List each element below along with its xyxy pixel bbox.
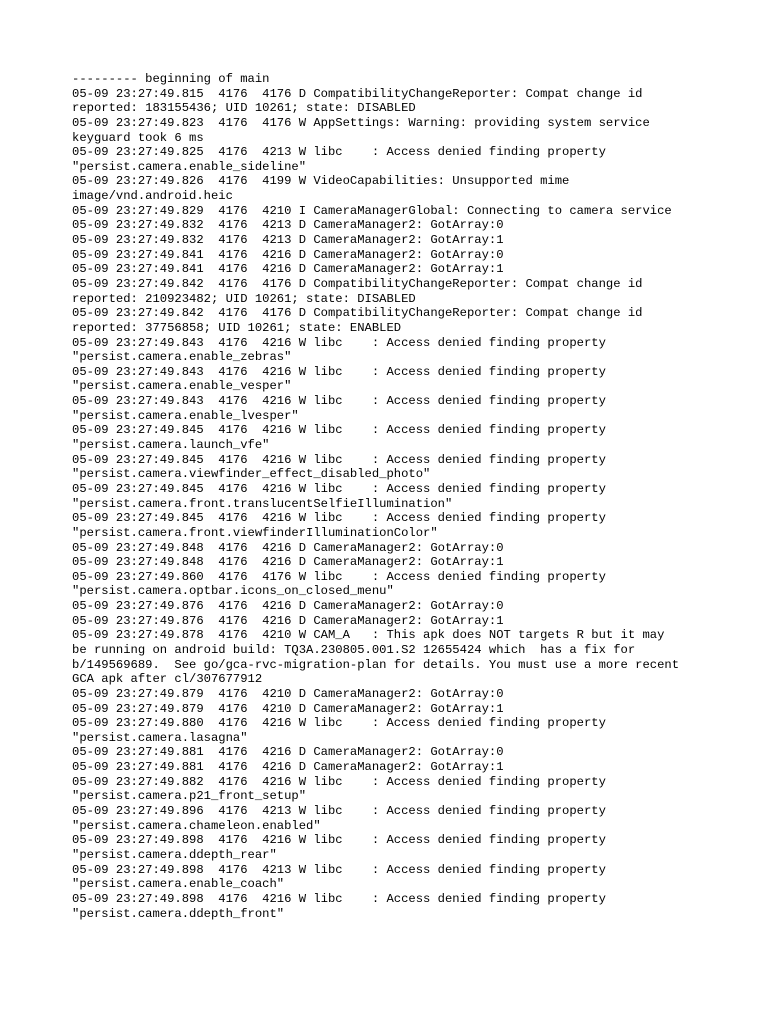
log-line: "persist.camera.enable_zebras" — [72, 350, 292, 365]
log-line: 05-09 23:27:49.843 4176 4216 W libc : Access denied finding property — [72, 335, 606, 350]
log-line: 05-09 23:27:49.898 4176 4216 W libc : Access denied finding property — [72, 833, 606, 848]
log-line: "persist.camera.lasagna" — [72, 730, 248, 745]
log-line: 05-09 23:27:49.815 4176 4176 D CompatibilityChangeReporter: Compat change id — [72, 86, 643, 101]
log-header-line: --------- beginning of main — [72, 72, 270, 86]
log-line: "persist.camera.optbar.icons_on_closed_menu" — [72, 584, 394, 599]
log-line: GCA apk after cl/307677912 — [72, 672, 263, 687]
log-line: 05-09 23:27:49.842 4176 4176 D CompatibilityChangeReporter: Compat change id — [72, 276, 643, 291]
log-line: 05-09 23:27:49.879 4176 4210 D CameraManager2: GotArray:0 — [72, 686, 504, 701]
log-line: 05-09 23:27:49.898 4176 4216 W libc : Access denied finding property — [72, 891, 606, 906]
log-line: "persist.camera.enable_vesper" — [72, 379, 292, 394]
log-line: reported: 37756858; UID 10261; state: ENABLED — [72, 320, 402, 335]
log-line: "persist.camera.p21_front_setup" — [72, 789, 307, 804]
log-line: 05-09 23:27:49.841 4176 4216 D CameraManager2: GotArray:0 — [72, 247, 504, 262]
log-line: image/vnd.android.heic — [72, 189, 233, 204]
log-line: "persist.camera.viewfinder_effect_disabled_photo" — [72, 467, 431, 482]
log-line: 05-09 23:27:49.879 4176 4210 D CameraManager2: GotArray:1 — [72, 701, 504, 716]
log-line: "persist.camera.launch_vfe" — [72, 438, 270, 453]
log-line: "persist.camera.enable_sideline" — [72, 159, 307, 174]
log-text-body — [72, 72, 712, 921]
log-line: 05-09 23:27:49.825 4176 4213 W libc : Access denied finding property — [72, 145, 606, 160]
log-line: 05-09 23:27:49.845 4176 4216 W libc : Access denied finding property — [72, 481, 606, 496]
log-line: 05-09 23:27:49.832 4176 4213 D CameraManager2: GotArray:1 — [72, 233, 504, 248]
log-line: "persist.camera.front.viewfinderIlluminationColor" — [72, 525, 438, 540]
log-page — [72, 72, 712, 921]
log-line: 05-09 23:27:49.860 4176 4176 W libc : Access denied finding property — [72, 569, 606, 584]
log-line: b/149569689. See go/gca-rvc-migration-plan for details. You must use a more recent — [72, 657, 680, 672]
log-line: 05-09 23:27:49.878 4176 4210 W CAM_A : This apk does NOT targets R but it may — [72, 628, 665, 643]
log-line: 05-09 23:27:49.848 4176 4216 D CameraManager2: GotArray:1 — [72, 555, 504, 570]
log-line: 05-09 23:27:49.898 4176 4213 W libc : Access denied finding property — [72, 862, 606, 877]
log-line: keyguard took 6 ms — [72, 130, 204, 145]
log-line: 05-09 23:27:49.876 4176 4216 D CameraManager2: GotArray:1 — [72, 613, 504, 628]
log-line: "persist.camera.front.translucentSelfieIllumination" — [72, 496, 453, 511]
log-line: 05-09 23:27:49.845 4176 4216 W libc : Access denied finding property — [72, 452, 606, 467]
log-line: 05-09 23:27:49.843 4176 4216 W libc : Access denied finding property — [72, 394, 606, 409]
log-line: 05-09 23:27:49.843 4176 4216 W libc : Access denied finding property — [72, 364, 606, 379]
log-line: 05-09 23:27:49.880 4176 4216 W libc : Access denied finding property — [72, 716, 606, 731]
log-line: reported: 210923482; UID 10261; state: DISABLED — [72, 291, 416, 306]
log-line: 05-09 23:27:49.882 4176 4216 W libc : Access denied finding property — [72, 774, 606, 789]
log-line: "persist.camera.chameleon.enabled" — [72, 818, 321, 833]
log-line: 05-09 23:27:49.881 4176 4216 D CameraManager2: GotArray:0 — [72, 745, 504, 760]
log-line: "persist.camera.ddepth_rear" — [72, 847, 277, 862]
log-line: "persist.camera.enable_lvesper" — [72, 408, 299, 423]
log-line: 05-09 23:27:49.829 4176 4210 I CameraManagerGlobal: Connecting to camera service — [72, 203, 672, 218]
log-line: 05-09 23:27:49.823 4176 4176 W AppSettings: Warning: providing system service — [72, 115, 650, 130]
log-line: 05-09 23:27:49.881 4176 4216 D CameraManager2: GotArray:1 — [72, 760, 504, 775]
log-line: 05-09 23:27:49.826 4176 4199 W VideoCapabilities: Unsupported mime — [72, 174, 570, 189]
log-line: "persist.camera.enable_coach" — [72, 877, 285, 892]
log-line: 05-09 23:27:49.845 4176 4216 W libc : Access denied finding property — [72, 423, 606, 438]
log-line: be running on android build: TQ3A.230805.001.S2 12655424 which has a fix for — [72, 642, 636, 657]
log-line: 05-09 23:27:49.848 4176 4216 D CameraManager2: GotArray:0 — [72, 540, 504, 555]
log-line: 05-09 23:27:49.832 4176 4213 D CameraManager2: GotArray:0 — [72, 218, 504, 233]
log-line: 05-09 23:27:49.845 4176 4216 W libc : Access denied finding property — [72, 511, 606, 526]
log-line: 05-09 23:27:49.876 4176 4216 D CameraManager2: GotArray:0 — [72, 599, 504, 614]
log-line: reported: 183155436; UID 10261; state: DISABLED — [72, 101, 416, 116]
log-line: 05-09 23:27:49.896 4176 4213 W libc : Access denied finding property — [72, 804, 606, 819]
log-line: 05-09 23:27:49.841 4176 4216 D CameraManager2: GotArray:1 — [72, 262, 504, 277]
log-line: "persist.camera.ddepth_front" — [72, 906, 285, 921]
log-line: 05-09 23:27:49.842 4176 4176 D CompatibilityChangeReporter: Compat change id — [72, 306, 643, 321]
